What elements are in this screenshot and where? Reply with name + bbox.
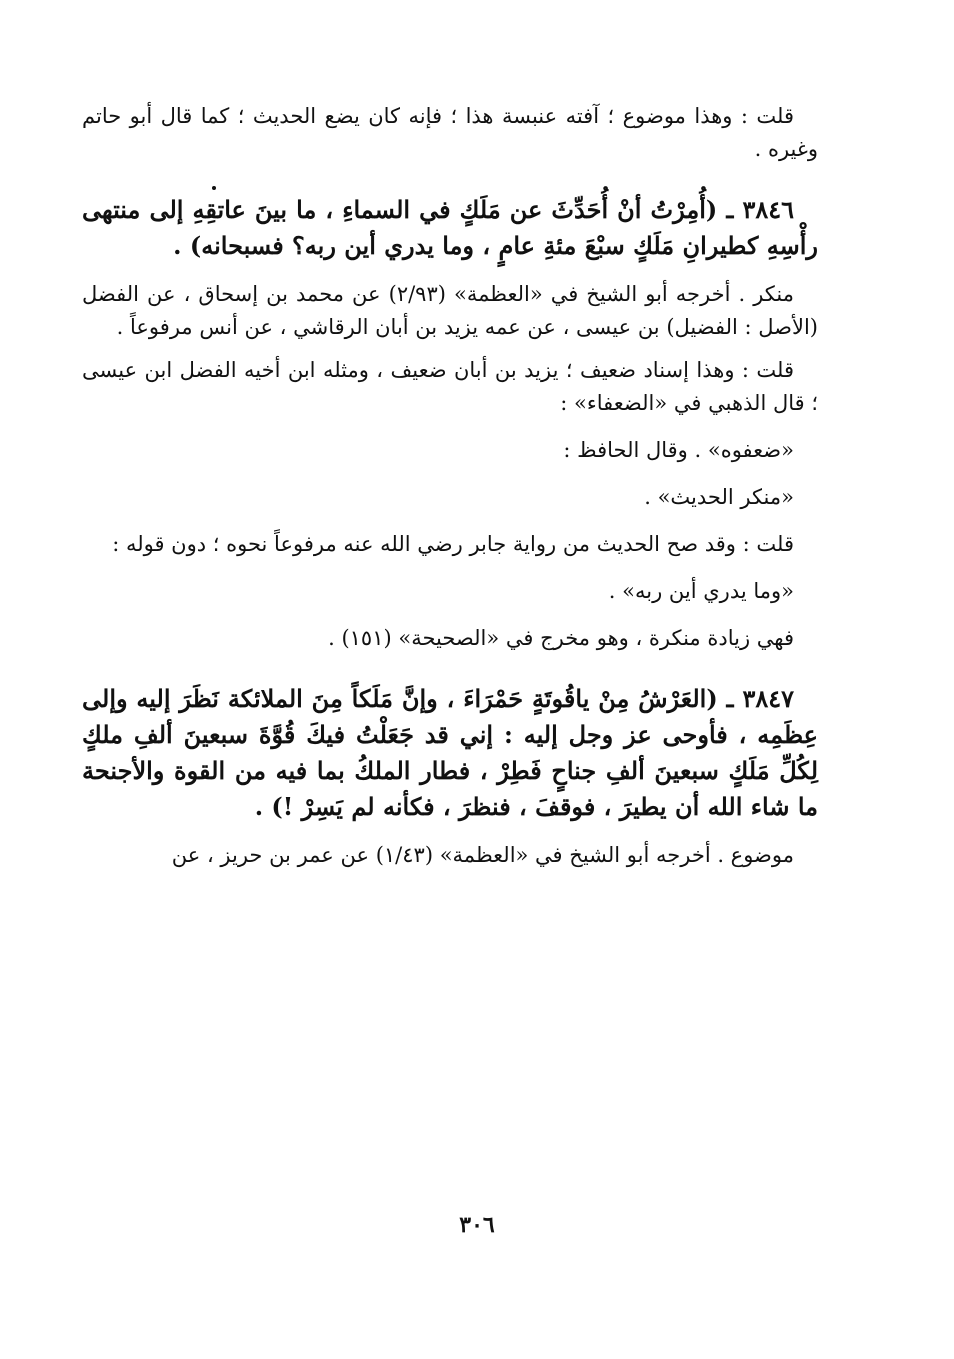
hadith-text-3846: (أُمِرْتُ أنْ أُحَدِّثَ عن مَلَكٍ في السماءِ ، ما بينَ عاتقِهِ إلى منتهى رأْسِهِ كطيرانِ مَلَكٍ سبْعَ مئةِ عامٍ ، وما يدري أين ربه؟ فسبحانه) . [82, 195, 818, 260]
comment-paragraph-2: قلت : وهذا إسناد ضعيف ؛ يزيد بن أبان ضعيف ، ومثله ابن أخيه الفضل ابن عيسى ؛ قال الذهبي في «الضعفاء» : [82, 358, 818, 415]
hadith-3846 [82, 192, 818, 264]
stray-dot-mark [212, 186, 216, 190]
takhrij-paragraph-2: موضوع . أخرجه أبو الشيخ في «العظمة» (١/٤٣) عن عمر بن حريز ، عن [171, 843, 794, 867]
quote-line-2: «منكر الحديث» . [644, 485, 794, 509]
takhrij-paragraph-1: منكر . أخرجه أبو الشيخ في «العظمة» (٢/٩٣) عن محمد بن إسحاق ، عن الفضل (الأصل : الفضيل) بن عيسى ، عن عمه يزيد بن أبان الرقاشي ، عن أنس مرفوعاً . [82, 282, 818, 339]
hadith-text-3847: (العَرْشُ مِنْ ياقُوتَةٍ حَمْرَاءَ ، وإنَّ مَلَكاً مِنَ الملائكة نَظَرَ إليه وإلى عِظَمِه ، فأوحى عز وجل إليه : إني قد جَعَلْتُ فيكَ قُوَّةَ سبعينَ ألفِ ملكٍ لِكُلِّ مَلَكٍ سبعينَ ألفِ جناحٍ فَطِرْ ، فطار الملكُ بما فيه من القوة والأجنحة ما شاء الله أن يطيرَ ، فوقفَ ، فنظرَ ، فكأنه لم يَسِرْ !) . [82, 684, 819, 821]
quote-line-1: «ضعفوه» . وقال الحافظ : [563, 438, 794, 462]
hadith-3847 [82, 681, 818, 825]
hadith-number-3846: ٣٨٤٦ ـ [726, 195, 795, 224]
comment-paragraph-3: قلت : وقد صح الحديث من رواية جابر رضي الله عنه مرفوعاً نحوه ؛ دون قوله : [112, 532, 794, 556]
comment-paragraph-1: قلت : وهذا موضوع ؛ آفته عنبسة هذا ؛ فإنه كان يضع الحديث ؛ كما قال أبو حاتم وغيره . [82, 104, 818, 161]
hadith-number-3847: ٣٨٤٧ ـ [726, 684, 794, 713]
quote-line-3: «وما يدري أين ربه» . [608, 579, 794, 603]
page-number: ٣٠٦ [459, 1212, 495, 1238]
comment-paragraph-4: فهي زيادة منكرة ، وهو مخرج في «الصحيحة» (١٥١) . [328, 626, 794, 650]
page-body [82, 100, 818, 872]
